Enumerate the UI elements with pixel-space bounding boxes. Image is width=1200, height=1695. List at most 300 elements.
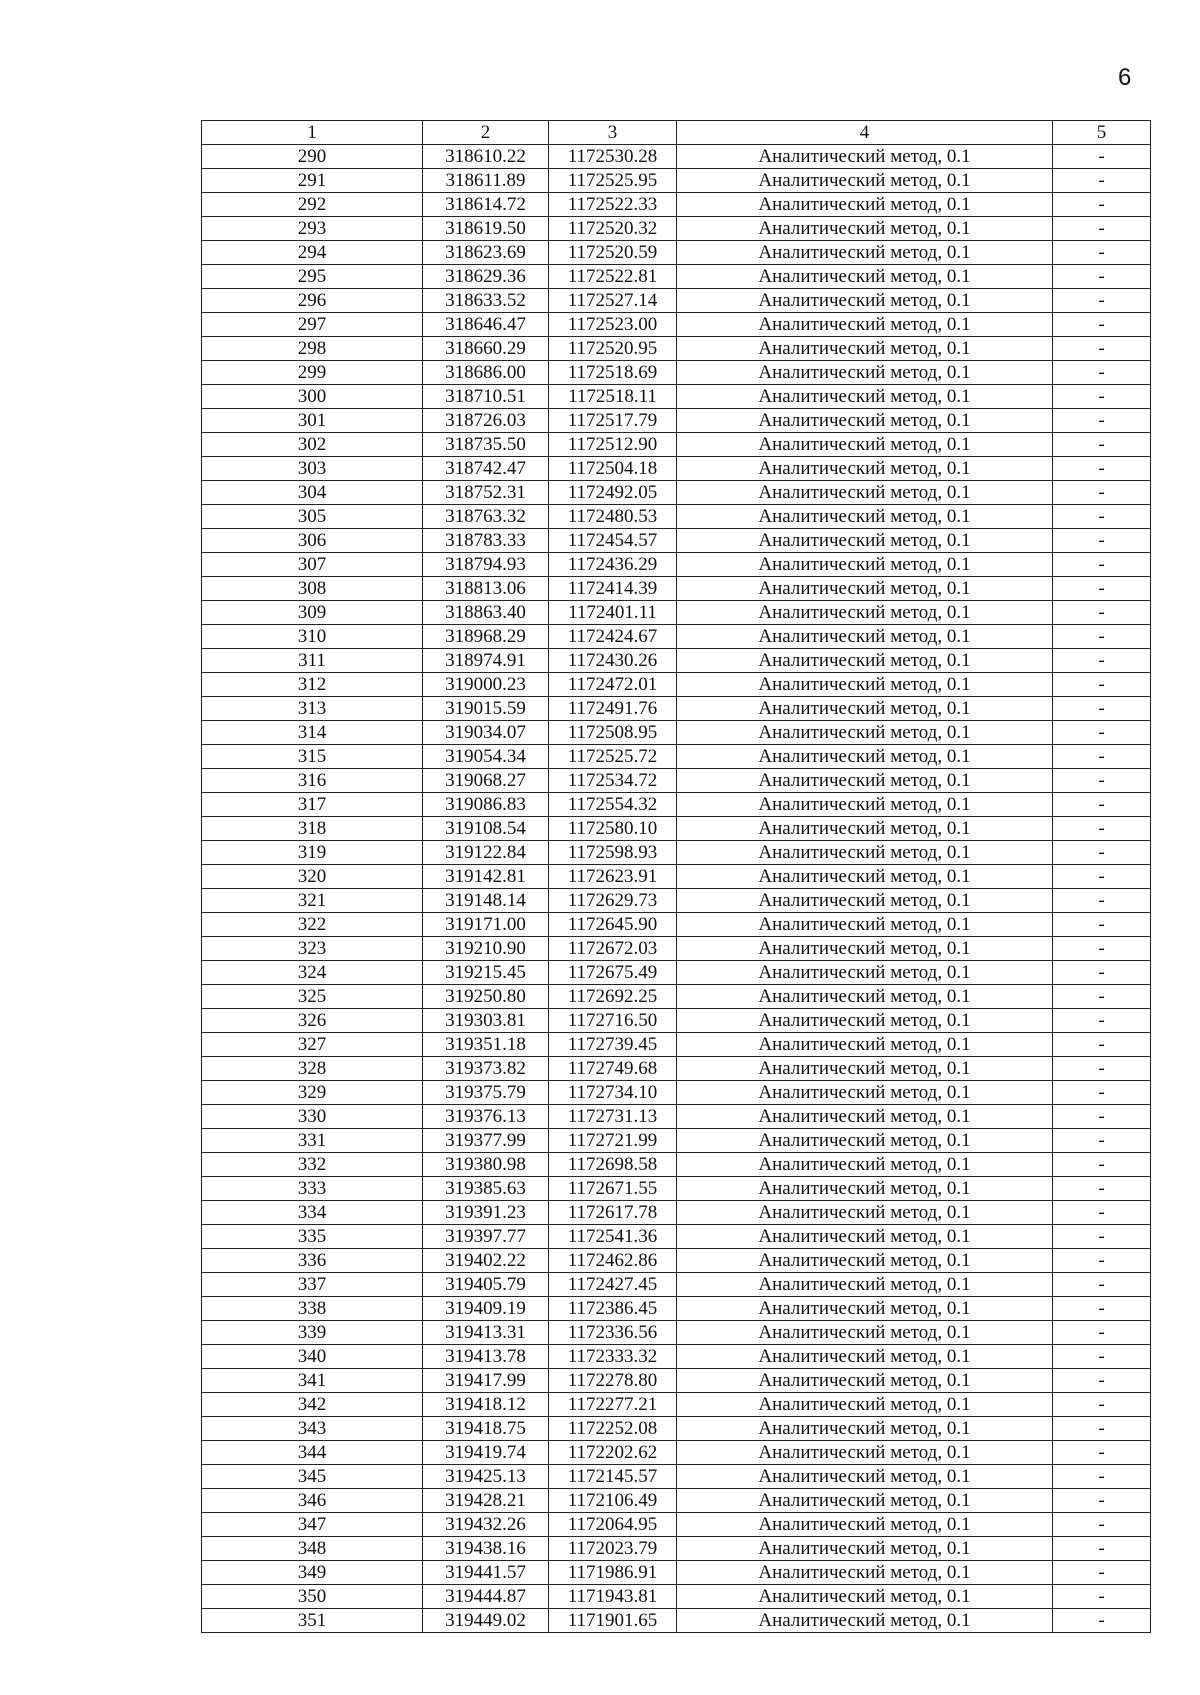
table-row <box>202 1009 1151 1033</box>
x-coordinate-cell: 318968.29 <box>423 625 549 649</box>
point-number-cell: 310 <box>202 625 423 649</box>
x-coordinate-cell: 319419.74 <box>423 1441 549 1465</box>
table-row <box>202 649 1151 673</box>
method-cell: Аналитический метод, 0.1 <box>677 985 1053 1009</box>
x-coordinate-cell: 318763.32 <box>423 505 549 529</box>
method-cell: Аналитический метод, 0.1 <box>677 1465 1053 1489</box>
x-coordinate-cell: 319444.87 <box>423 1585 549 1609</box>
x-coordinate-cell: 318619.50 <box>423 217 549 241</box>
y-coordinate-cell: 1172671.55 <box>549 1177 677 1201</box>
x-coordinate-cell: 319438.16 <box>423 1537 549 1561</box>
table-row <box>202 1033 1151 1057</box>
table-row <box>202 1273 1151 1297</box>
method-cell: Аналитический метод, 0.1 <box>677 889 1053 913</box>
point-number-cell: 332 <box>202 1153 423 1177</box>
dash-cell: - <box>1053 721 1151 745</box>
y-coordinate-cell: 1171986.91 <box>549 1561 677 1585</box>
dash-cell: - <box>1053 529 1151 553</box>
point-number-cell: 304 <box>202 481 423 505</box>
point-number-cell: 314 <box>202 721 423 745</box>
dash-cell: - <box>1053 553 1151 577</box>
point-number-cell: 326 <box>202 1009 423 1033</box>
point-number-cell: 338 <box>202 1297 423 1321</box>
point-number-cell: 318 <box>202 817 423 841</box>
y-coordinate-cell: 1172716.50 <box>549 1009 677 1033</box>
y-coordinate-cell: 1172525.72 <box>549 745 677 769</box>
x-coordinate-cell: 319409.19 <box>423 1297 549 1321</box>
dash-cell: - <box>1053 1465 1151 1489</box>
y-coordinate-cell: 1172520.32 <box>549 217 677 241</box>
y-coordinate-cell: 1172672.03 <box>549 937 677 961</box>
x-coordinate-cell: 319373.82 <box>423 1057 549 1081</box>
point-number-cell: 343 <box>202 1417 423 1441</box>
method-cell: Аналитический метод, 0.1 <box>677 529 1053 553</box>
point-number-cell: 293 <box>202 217 423 241</box>
point-number-cell: 298 <box>202 337 423 361</box>
dash-cell: - <box>1053 1345 1151 1369</box>
y-coordinate-cell: 1172518.11 <box>549 385 677 409</box>
method-cell: Аналитический метод, 0.1 <box>677 1249 1053 1273</box>
y-coordinate-cell: 1172462.86 <box>549 1249 677 1273</box>
dash-cell: - <box>1053 913 1151 937</box>
dash-cell: - <box>1053 1585 1151 1609</box>
method-cell: Аналитический метод, 0.1 <box>677 1153 1053 1177</box>
method-cell: Аналитический метод, 0.1 <box>677 1537 1053 1561</box>
x-coordinate-cell: 319385.63 <box>423 1177 549 1201</box>
table-row <box>202 1537 1151 1561</box>
dash-cell: - <box>1053 937 1151 961</box>
table-row <box>202 1441 1151 1465</box>
dash-cell: - <box>1053 1033 1151 1057</box>
y-coordinate-cell: 1172629.73 <box>549 889 677 913</box>
point-number-cell: 330 <box>202 1105 423 1129</box>
x-coordinate-cell: 319034.07 <box>423 721 549 745</box>
x-coordinate-cell: 318794.93 <box>423 553 549 577</box>
y-coordinate-cell: 1172731.13 <box>549 1105 677 1129</box>
point-number-cell: 342 <box>202 1393 423 1417</box>
method-cell: Аналитический метод, 0.1 <box>677 169 1053 193</box>
dash-cell: - <box>1053 169 1151 193</box>
point-number-cell: 327 <box>202 1033 423 1057</box>
dash-cell: - <box>1053 1273 1151 1297</box>
y-coordinate-cell: 1172530.28 <box>549 145 677 169</box>
method-cell: Аналитический метод, 0.1 <box>677 265 1053 289</box>
x-coordinate-cell: 319417.99 <box>423 1369 549 1393</box>
y-coordinate-cell: 1172522.33 <box>549 193 677 217</box>
method-cell: Аналитический метод, 0.1 <box>677 1321 1053 1345</box>
point-number-cell: 322 <box>202 913 423 937</box>
table-body <box>202 145 1151 1633</box>
table-row <box>202 409 1151 433</box>
method-cell: Аналитический метод, 0.1 <box>677 1369 1053 1393</box>
dash-cell: - <box>1053 1441 1151 1465</box>
method-cell: Аналитический метод, 0.1 <box>677 961 1053 985</box>
method-cell: Аналитический метод, 0.1 <box>677 721 1053 745</box>
method-cell: Аналитический метод, 0.1 <box>677 1105 1053 1129</box>
x-coordinate-cell: 319428.21 <box>423 1489 549 1513</box>
method-cell: Аналитический метод, 0.1 <box>677 1489 1053 1513</box>
x-coordinate-cell: 319148.14 <box>423 889 549 913</box>
point-number-cell: 311 <box>202 649 423 673</box>
method-cell: Аналитический метод, 0.1 <box>677 505 1053 529</box>
y-coordinate-cell: 1172520.95 <box>549 337 677 361</box>
point-number-cell: 295 <box>202 265 423 289</box>
method-cell: Аналитический метод, 0.1 <box>677 433 1053 457</box>
y-coordinate-cell: 1172692.25 <box>549 985 677 1009</box>
table-row <box>202 1225 1151 1249</box>
dash-cell: - <box>1053 985 1151 1009</box>
x-coordinate-cell: 318629.36 <box>423 265 549 289</box>
x-coordinate-cell: 319210.90 <box>423 937 549 961</box>
method-cell: Аналитический метод, 0.1 <box>677 673 1053 697</box>
point-number-cell: 350 <box>202 1585 423 1609</box>
method-cell: Аналитический метод, 0.1 <box>677 697 1053 721</box>
dash-cell: - <box>1053 601 1151 625</box>
point-number-cell: 344 <box>202 1441 423 1465</box>
y-coordinate-cell: 1172518.69 <box>549 361 677 385</box>
dash-cell: - <box>1053 385 1151 409</box>
point-number-cell: 331 <box>202 1129 423 1153</box>
y-coordinate-cell: 1172436.29 <box>549 553 677 577</box>
x-coordinate-cell: 318863.40 <box>423 601 549 625</box>
point-number-cell: 345 <box>202 1465 423 1489</box>
dash-cell: - <box>1053 865 1151 889</box>
x-coordinate-cell: 319377.99 <box>423 1129 549 1153</box>
table-row <box>202 529 1151 553</box>
dash-cell: - <box>1053 1369 1151 1393</box>
method-cell: Аналитический метод, 0.1 <box>677 913 1053 937</box>
method-cell: Аналитический метод, 0.1 <box>677 769 1053 793</box>
x-coordinate-cell: 319380.98 <box>423 1153 549 1177</box>
table-row <box>202 193 1151 217</box>
y-coordinate-cell: 1172721.99 <box>549 1129 677 1153</box>
dash-cell: - <box>1053 481 1151 505</box>
page-number: 6 <box>1118 64 1132 91</box>
point-number-cell: 347 <box>202 1513 423 1537</box>
x-coordinate-cell: 319068.27 <box>423 769 549 793</box>
method-cell: Аналитический метод, 0.1 <box>677 601 1053 625</box>
table-row <box>202 361 1151 385</box>
method-cell: Аналитический метод, 0.1 <box>677 193 1053 217</box>
table-row <box>202 433 1151 457</box>
dash-cell: - <box>1053 217 1151 241</box>
point-number-cell: 299 <box>202 361 423 385</box>
table-row <box>202 337 1151 361</box>
y-coordinate-cell: 1172734.10 <box>549 1081 677 1105</box>
table-row <box>202 241 1151 265</box>
table-row <box>202 1513 1151 1537</box>
table-row <box>202 145 1151 169</box>
point-number-cell: 300 <box>202 385 423 409</box>
point-number-cell: 303 <box>202 457 423 481</box>
y-coordinate-cell: 1172336.56 <box>549 1321 677 1345</box>
method-cell: Аналитический метод, 0.1 <box>677 1297 1053 1321</box>
point-number-cell: 325 <box>202 985 423 1009</box>
x-coordinate-cell: 319086.83 <box>423 793 549 817</box>
y-coordinate-cell: 1172278.80 <box>549 1369 677 1393</box>
point-number-cell: 305 <box>202 505 423 529</box>
x-coordinate-cell: 319397.77 <box>423 1225 549 1249</box>
y-coordinate-cell: 1172523.00 <box>549 313 677 337</box>
point-number-cell: 321 <box>202 889 423 913</box>
y-coordinate-cell: 1172480.53 <box>549 505 677 529</box>
table-row <box>202 1105 1151 1129</box>
method-cell: Аналитический метод, 0.1 <box>677 457 1053 481</box>
point-number-cell: 320 <box>202 865 423 889</box>
point-number-cell: 290 <box>202 145 423 169</box>
y-coordinate-cell: 1172517.79 <box>549 409 677 433</box>
dash-cell: - <box>1053 1129 1151 1153</box>
y-coordinate-cell: 1172645.90 <box>549 913 677 937</box>
method-cell: Аналитический метод, 0.1 <box>677 361 1053 385</box>
table-row <box>202 1417 1151 1441</box>
y-coordinate-cell: 1172414.39 <box>549 577 677 601</box>
method-cell: Аналитический метод, 0.1 <box>677 841 1053 865</box>
point-number-cell: 297 <box>202 313 423 337</box>
y-coordinate-cell: 1172401.11 <box>549 601 677 625</box>
table-row <box>202 457 1151 481</box>
x-coordinate-cell: 319054.34 <box>423 745 549 769</box>
dash-cell: - <box>1053 313 1151 337</box>
dash-cell: - <box>1053 697 1151 721</box>
dash-cell: - <box>1053 673 1151 697</box>
table-row <box>202 1609 1151 1633</box>
x-coordinate-cell: 319418.12 <box>423 1393 549 1417</box>
point-number-cell: 328 <box>202 1057 423 1081</box>
x-coordinate-cell: 318710.51 <box>423 385 549 409</box>
dash-cell: - <box>1053 1057 1151 1081</box>
column-header-5: 5 <box>1053 121 1151 145</box>
method-cell: Аналитический метод, 0.1 <box>677 1057 1053 1081</box>
dash-cell: - <box>1053 745 1151 769</box>
x-coordinate-cell: 319425.13 <box>423 1465 549 1489</box>
x-coordinate-cell: 318735.50 <box>423 433 549 457</box>
dash-cell: - <box>1053 1537 1151 1561</box>
y-coordinate-cell: 1172472.01 <box>549 673 677 697</box>
table-row <box>202 1201 1151 1225</box>
x-coordinate-cell: 319303.81 <box>423 1009 549 1033</box>
x-coordinate-cell: 318783.33 <box>423 529 549 553</box>
point-number-cell: 312 <box>202 673 423 697</box>
method-cell: Аналитический метод, 0.1 <box>677 385 1053 409</box>
point-number-cell: 334 <box>202 1201 423 1225</box>
dash-cell: - <box>1053 889 1151 913</box>
point-number-cell: 333 <box>202 1177 423 1201</box>
y-coordinate-cell: 1172106.49 <box>549 1489 677 1513</box>
method-cell: Аналитический метод, 0.1 <box>677 625 1053 649</box>
dash-cell: - <box>1053 1225 1151 1249</box>
point-number-cell: 329 <box>202 1081 423 1105</box>
dash-cell: - <box>1053 1417 1151 1441</box>
table-row <box>202 793 1151 817</box>
y-coordinate-cell: 1172520.59 <box>549 241 677 265</box>
table-row <box>202 601 1151 625</box>
point-number-cell: 292 <box>202 193 423 217</box>
x-coordinate-cell: 319000.23 <box>423 673 549 697</box>
y-coordinate-cell: 1172623.91 <box>549 865 677 889</box>
table-row <box>202 1177 1151 1201</box>
method-cell: Аналитический метод, 0.1 <box>677 337 1053 361</box>
point-number-cell: 308 <box>202 577 423 601</box>
y-coordinate-cell: 1172617.78 <box>549 1201 677 1225</box>
table-row <box>202 577 1151 601</box>
table-row <box>202 1057 1151 1081</box>
x-coordinate-cell: 318726.03 <box>423 409 549 433</box>
y-coordinate-cell: 1172430.26 <box>549 649 677 673</box>
table-row <box>202 1153 1151 1177</box>
x-coordinate-cell: 319413.31 <box>423 1321 549 1345</box>
x-coordinate-cell: 318974.91 <box>423 649 549 673</box>
table-row <box>202 1129 1151 1153</box>
point-number-cell: 323 <box>202 937 423 961</box>
x-coordinate-cell: 319108.54 <box>423 817 549 841</box>
method-cell: Аналитический метод, 0.1 <box>677 865 1053 889</box>
dash-cell: - <box>1053 1105 1151 1129</box>
method-cell: Аналитический метод, 0.1 <box>677 1345 1053 1369</box>
dash-cell: - <box>1053 1153 1151 1177</box>
point-number-cell: 340 <box>202 1345 423 1369</box>
table-row <box>202 1345 1151 1369</box>
y-coordinate-cell: 1172454.57 <box>549 529 677 553</box>
dash-cell: - <box>1053 1249 1151 1273</box>
dash-cell: - <box>1053 265 1151 289</box>
point-number-cell: 301 <box>202 409 423 433</box>
x-coordinate-cell: 319215.45 <box>423 961 549 985</box>
dash-cell: - <box>1053 433 1151 457</box>
dash-cell: - <box>1053 1009 1151 1033</box>
method-cell: Аналитический метод, 0.1 <box>677 481 1053 505</box>
x-coordinate-cell: 318611.89 <box>423 169 549 193</box>
y-coordinate-cell: 1172512.90 <box>549 433 677 457</box>
y-coordinate-cell: 1172675.49 <box>549 961 677 985</box>
dash-cell: - <box>1053 289 1151 313</box>
method-cell: Аналитический метод, 0.1 <box>677 289 1053 313</box>
column-header-2: 2 <box>423 121 549 145</box>
y-coordinate-cell: 1172202.62 <box>549 1441 677 1465</box>
x-coordinate-cell: 318646.47 <box>423 313 549 337</box>
x-coordinate-cell: 318660.29 <box>423 337 549 361</box>
point-number-cell: 309 <box>202 601 423 625</box>
method-cell: Аналитический метод, 0.1 <box>677 1561 1053 1585</box>
dash-cell: - <box>1053 1513 1151 1537</box>
x-coordinate-cell: 319375.79 <box>423 1081 549 1105</box>
table-row <box>202 865 1151 889</box>
y-coordinate-cell: 1172534.72 <box>549 769 677 793</box>
point-number-cell: 339 <box>202 1321 423 1345</box>
y-coordinate-cell: 1172698.58 <box>549 1153 677 1177</box>
y-coordinate-cell: 1172525.95 <box>549 169 677 193</box>
method-cell: Аналитический метод, 0.1 <box>677 1225 1053 1249</box>
table-row <box>202 1585 1151 1609</box>
y-coordinate-cell: 1172508.95 <box>549 721 677 745</box>
table-row <box>202 1249 1151 1273</box>
point-number-cell: 316 <box>202 769 423 793</box>
table-row <box>202 265 1151 289</box>
table-row <box>202 289 1151 313</box>
y-coordinate-cell: 1172739.45 <box>549 1033 677 1057</box>
method-cell: Аналитический метод, 0.1 <box>677 1033 1053 1057</box>
dash-cell: - <box>1053 337 1151 361</box>
table-row <box>202 553 1151 577</box>
method-cell: Аналитический метод, 0.1 <box>677 937 1053 961</box>
dash-cell: - <box>1053 1561 1151 1585</box>
table-row <box>202 817 1151 841</box>
point-number-cell: 349 <box>202 1561 423 1585</box>
dash-cell: - <box>1053 577 1151 601</box>
dash-cell: - <box>1053 649 1151 673</box>
x-coordinate-cell: 318614.72 <box>423 193 549 217</box>
x-coordinate-cell: 319351.18 <box>423 1033 549 1057</box>
method-cell: Аналитический метод, 0.1 <box>677 1081 1053 1105</box>
method-cell: Аналитический метод, 0.1 <box>677 649 1053 673</box>
point-number-cell: 306 <box>202 529 423 553</box>
y-coordinate-cell: 1172023.79 <box>549 1537 677 1561</box>
table-row <box>202 1081 1151 1105</box>
y-coordinate-cell: 1172504.18 <box>549 457 677 481</box>
dash-cell: - <box>1053 1609 1151 1633</box>
table-row <box>202 1489 1151 1513</box>
x-coordinate-cell: 319418.75 <box>423 1417 549 1441</box>
dash-cell: - <box>1053 1297 1151 1321</box>
table-row <box>202 961 1151 985</box>
point-number-cell: 348 <box>202 1537 423 1561</box>
y-coordinate-cell: 1172522.81 <box>549 265 677 289</box>
point-number-cell: 351 <box>202 1609 423 1633</box>
table-row <box>202 385 1151 409</box>
point-number-cell: 302 <box>202 433 423 457</box>
point-number-cell: 315 <box>202 745 423 769</box>
method-cell: Аналитический метод, 0.1 <box>677 1201 1053 1225</box>
x-coordinate-cell: 319171.00 <box>423 913 549 937</box>
point-number-cell: 307 <box>202 553 423 577</box>
dash-cell: - <box>1053 793 1151 817</box>
point-number-cell: 291 <box>202 169 423 193</box>
y-coordinate-cell: 1172427.45 <box>549 1273 677 1297</box>
x-coordinate-cell: 319015.59 <box>423 697 549 721</box>
point-number-cell: 294 <box>202 241 423 265</box>
y-coordinate-cell: 1172541.36 <box>549 1225 677 1249</box>
table-row <box>202 313 1151 337</box>
method-cell: Аналитический метод, 0.1 <box>677 1393 1053 1417</box>
y-coordinate-cell: 1172527.14 <box>549 289 677 313</box>
x-coordinate-cell: 318686.00 <box>423 361 549 385</box>
method-cell: Аналитический метод, 0.1 <box>677 241 1053 265</box>
method-cell: Аналитический метод, 0.1 <box>677 217 1053 241</box>
table-row <box>202 937 1151 961</box>
dash-cell: - <box>1053 145 1151 169</box>
dash-cell: - <box>1053 1321 1151 1345</box>
table-row <box>202 673 1151 697</box>
method-cell: Аналитический метод, 0.1 <box>677 1129 1053 1153</box>
point-number-cell: 341 <box>202 1369 423 1393</box>
x-coordinate-cell: 318813.06 <box>423 577 549 601</box>
table-row <box>202 1561 1151 1585</box>
table-row <box>202 1465 1151 1489</box>
y-coordinate-cell: 1172252.08 <box>549 1417 677 1441</box>
x-coordinate-cell: 319250.80 <box>423 985 549 1009</box>
column-header-4: 4 <box>677 121 1053 145</box>
point-number-cell: 317 <box>202 793 423 817</box>
method-cell: Аналитический метод, 0.1 <box>677 553 1053 577</box>
dash-cell: - <box>1053 241 1151 265</box>
x-coordinate-cell: 319432.26 <box>423 1513 549 1537</box>
dash-cell: - <box>1053 409 1151 433</box>
point-number-cell: 346 <box>202 1489 423 1513</box>
point-number-cell: 337 <box>202 1273 423 1297</box>
table-row <box>202 1393 1151 1417</box>
x-coordinate-cell: 319391.23 <box>423 1201 549 1225</box>
method-cell: Аналитический метод, 0.1 <box>677 1441 1053 1465</box>
